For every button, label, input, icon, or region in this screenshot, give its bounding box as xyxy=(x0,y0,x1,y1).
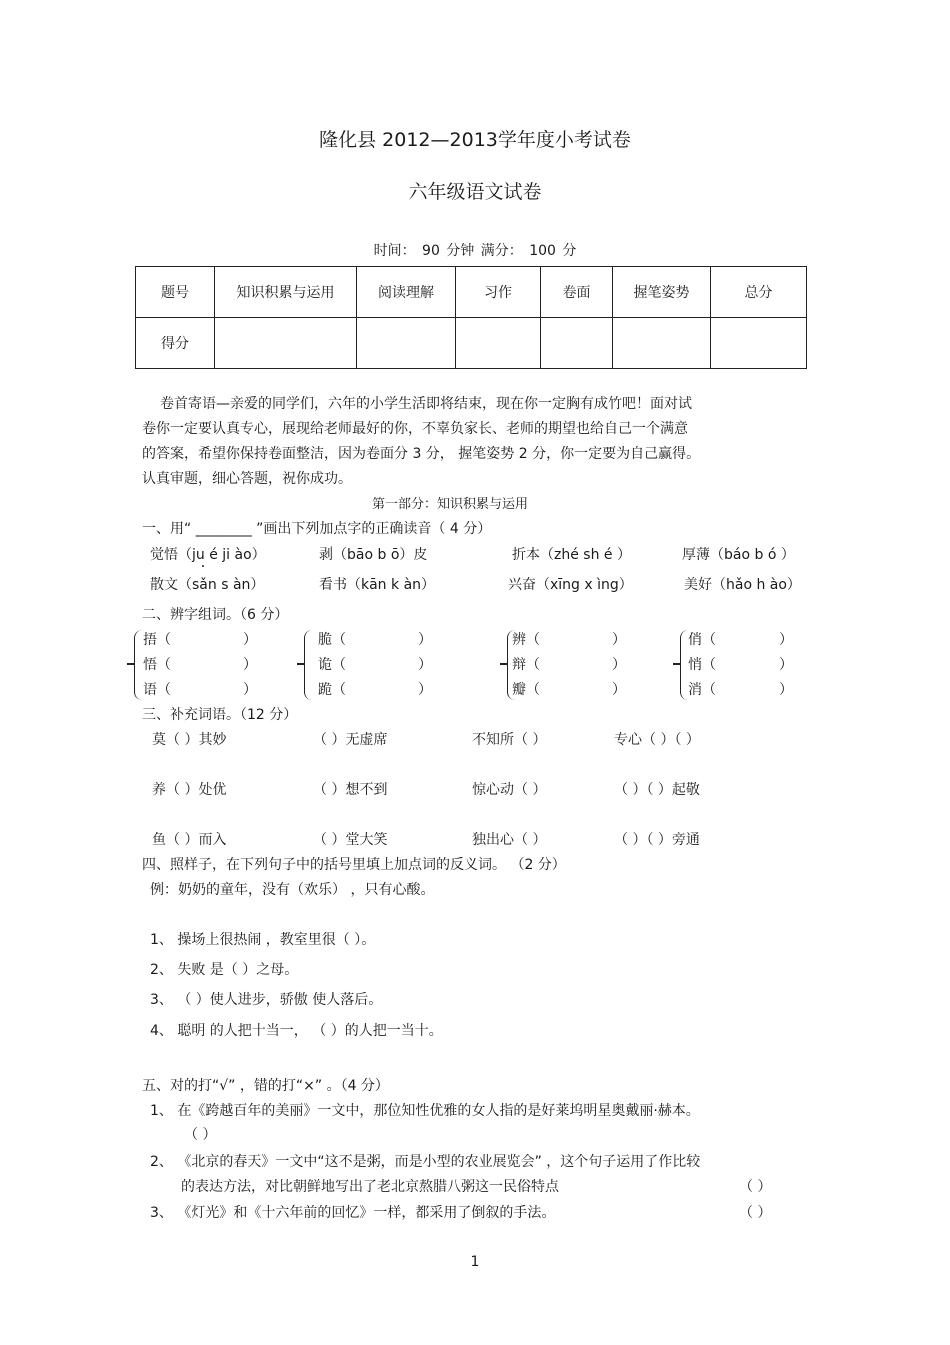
true-false-item: 3、 《灯光》和《十六年前的回忆》一样，都采用了倒叙的手法。 xyxy=(150,1205,556,1221)
score-header-cell: 阅读理解 xyxy=(357,267,456,318)
char-prompt: 跪（ xyxy=(318,682,346,698)
antonym-item[interactable]: 2、 失败 是（ ）之母。 xyxy=(150,962,299,978)
pronunciation-item: 折本（zhé sh é ） xyxy=(512,547,631,563)
close-paren: ） xyxy=(779,682,793,698)
question-5-title: 五、对的打“√” ，错的打“×” 。（4 分） xyxy=(142,1078,389,1094)
question-1-title: 一、用“ ________ ”画出下列加点字的正确读音（ 4 分） xyxy=(142,521,492,537)
antonym-item[interactable]: 4、 聪明 的人把十当一， （ ）的人把一当十。 xyxy=(150,1023,443,1039)
question-4-title: 四、照样子，在下列句子中的括号里填上加点词的反义词。 （2 分） xyxy=(142,857,566,873)
answer-paren[interactable]: （ ） xyxy=(739,1179,772,1195)
close-paren: ） xyxy=(779,632,793,648)
score-input-cell[interactable] xyxy=(711,318,807,369)
char-prompt: 诡（ xyxy=(318,657,346,673)
close-paren: ） xyxy=(612,682,626,698)
time-and-score-line: 时间： 90 分钟 满分： 100 分 xyxy=(373,243,577,259)
pronunciation-item: 美好（hǎo h ào） xyxy=(684,577,801,593)
char-prompt: 瓣（ xyxy=(512,682,540,698)
char-prompt: 俏（ xyxy=(688,632,716,648)
score-input-cell[interactable] xyxy=(613,318,711,369)
antonym-item[interactable]: 1、 操场上很热闹 ，教室里很（ ）。 xyxy=(150,932,376,948)
exam-subtitle: 六年级语文试卷 xyxy=(408,181,542,203)
close-paren: ） xyxy=(243,657,257,673)
example-sentence: 例：奶奶的童年，没有（欢乐） ，只有心酸。 xyxy=(150,882,435,898)
score-header-cell: 习作 xyxy=(456,267,541,318)
close-paren: ） xyxy=(418,632,432,648)
idiom-blank[interactable]: 独出心（ ） xyxy=(472,832,547,848)
char-prompt: 捂（ xyxy=(143,632,171,648)
true-false-item: 的表达方法，对比朝鲜地写出了老北京熬腊八粥这一民俗特点 xyxy=(181,1179,559,1195)
score-input-cell[interactable] xyxy=(215,318,357,369)
brace-icon xyxy=(304,630,312,700)
dot-mark: 觉悟（ju é ji ào） xyxy=(150,547,266,563)
idiom-blank[interactable]: （ ）（ ）起敬 xyxy=(614,782,700,798)
score-header-cell: 知识积累与运用 xyxy=(215,267,357,318)
idiom-blank[interactable]: 养（ ）处优 xyxy=(152,782,227,798)
pronunciation-item: 兴奋（xīng x ìng） xyxy=(508,577,633,593)
char-prompt: 语（ xyxy=(143,682,171,698)
brace-icon xyxy=(134,630,142,700)
score-input-cell[interactable] xyxy=(541,318,613,369)
close-paren: ） xyxy=(418,682,432,698)
score-input-cell[interactable] xyxy=(456,318,541,369)
score-table xyxy=(135,266,807,369)
idiom-blank[interactable]: 不知所（ ） xyxy=(472,732,547,748)
intro-line: 的答案，希望你保持卷面整洁，因为卷面分 3 分， 握笔姿势 2 分，你一定要为自己赢得。 xyxy=(142,446,701,462)
score-header-cell: 卷面 xyxy=(541,267,613,318)
score-header-cell: 总分 xyxy=(711,267,807,318)
pronunciation-item: 厚薄（báo b ó ） xyxy=(682,547,795,563)
score-row-label: 得分 xyxy=(136,318,215,369)
answer-paren[interactable]: （ ） xyxy=(739,1205,772,1221)
part-heading: 第一部分：知识积累与运用 xyxy=(372,497,529,512)
pronunciation-item: 剥（bāo b ō）皮 xyxy=(319,547,428,563)
char-prompt: 悄（ xyxy=(688,657,716,673)
pronunciation-item xyxy=(150,548,266,562)
close-paren: ） xyxy=(612,632,626,648)
question-2-title: 二、辨字组词。（6 分） xyxy=(142,607,289,623)
intro-line: 卷你一定要认真专心，展现给老师最好的你，不辜负家长、老师的期望也给自己一个满意 xyxy=(142,421,688,437)
score-header-cell: 题号 xyxy=(136,267,215,318)
answer-paren[interactable]: （ ） xyxy=(184,1127,217,1143)
exam-title: 隆化县 2012—2013学年度小考试卷 xyxy=(319,129,631,151)
idiom-blank[interactable]: 鱼（ ）而入 xyxy=(152,832,227,848)
pronunciation-item: 散文（sǎn s àn） xyxy=(150,577,265,593)
idiom-blank[interactable]: 莫（ ）其妙 xyxy=(152,732,227,748)
idiom-blank[interactable]: 惊心动（ ） xyxy=(472,782,547,798)
char-prompt: 脆（ xyxy=(318,632,346,648)
intro-line: 认真审题，细心答题，祝你成功。 xyxy=(142,471,352,487)
idiom-blank[interactable]: （ ）想不到 xyxy=(313,782,388,798)
antonym-item[interactable]: 3、 （ ）使人进步，骄傲 使人落后。 xyxy=(150,992,383,1008)
question-3-title: 三、补充词语。（12 分） xyxy=(142,707,298,723)
char-prompt: 辩（ xyxy=(512,657,540,673)
char-prompt: 悟（ xyxy=(143,657,171,673)
idiom-blank[interactable]: （ ）堂大笑 xyxy=(313,832,388,848)
true-false-item: 2、 《北京的春天》一文中“这不是粥，而是小型的农业展览会” ，这个句子运用了作比较 xyxy=(150,1154,701,1170)
intro-line: 卷首寄语—亲爱的同学们，六年的小学生活即将结束，现在你一定胸有成竹吧！面对试 xyxy=(160,396,692,412)
close-paren: ） xyxy=(779,657,793,673)
char-prompt: 消（ xyxy=(688,682,716,698)
score-input-cell[interactable] xyxy=(357,318,456,369)
close-paren: ） xyxy=(243,682,257,698)
brace-icon xyxy=(680,630,688,700)
pronunciation-item: 看书（kān k àn） xyxy=(319,577,436,593)
close-paren: ） xyxy=(243,632,257,648)
idiom-blank[interactable]: （ ）（ ）旁通 xyxy=(614,832,700,848)
true-false-item: 1、 在《跨越百年的美丽》一文中，那位知性优雅的女人指的是好莱坞明星奥戴丽·赫本。 xyxy=(150,1103,700,1119)
score-header-cell: 握笔姿势 xyxy=(613,267,711,318)
close-paren: ） xyxy=(418,657,432,673)
char-prompt: 辨（ xyxy=(512,632,540,648)
page-number: 1 xyxy=(470,1254,480,1270)
idiom-blank[interactable]: 专心（ ）（ ） xyxy=(614,732,700,748)
close-paren: ） xyxy=(612,657,626,673)
idiom-blank[interactable]: （ ）无虚席 xyxy=(313,732,388,748)
